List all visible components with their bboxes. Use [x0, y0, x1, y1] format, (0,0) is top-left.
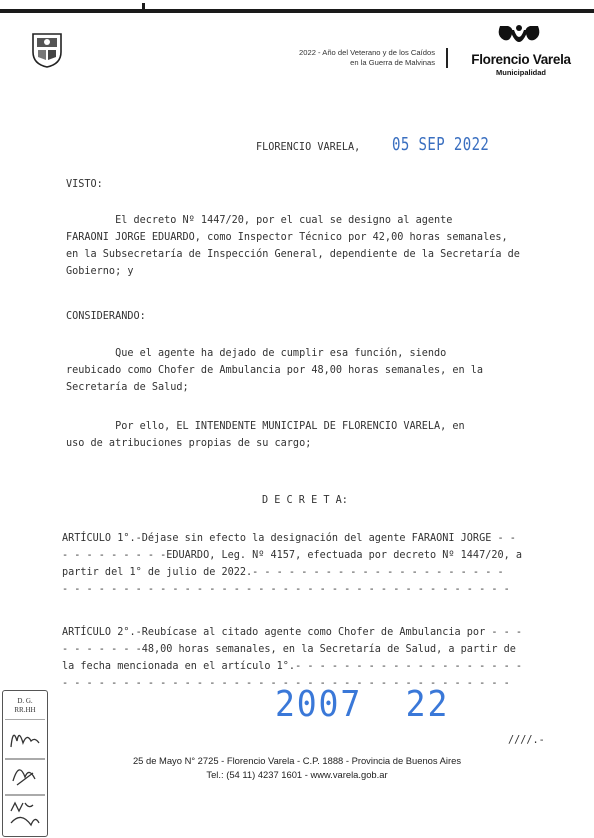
- considerando-line: Secretaría de Salud;: [66, 382, 189, 393]
- decree-number-stamp: 2007 22: [275, 684, 450, 725]
- por-ello-line: Por ello, EL INTENDENTE MUNICIPAL DE FLORENCIO VARELA, en: [66, 421, 465, 432]
- por-ello-paragraph: [66, 418, 465, 452]
- year-motto-line1: 2022 - Año del Veterano y de los Caídos: [299, 48, 435, 57]
- articulo-1-line: - - - - - - - - -EDUARDO, Leg. Nº 4157, efectuada por decreto Nº 1447/20, a: [62, 550, 523, 561]
- articulo-1-line: - - - - - - - - - - - - - - - - - - - - - - - - - - - - - - - - - - - - -: [62, 584, 510, 595]
- considerando-line: reubicado como Chofer de Ambulancia por 48,00 horas semanales, en la: [66, 365, 484, 376]
- date-stamp: 05 SEP 2022: [392, 134, 490, 155]
- visto-line: El decreto Nº 1447/20, por el cual se designo al agente: [66, 215, 453, 226]
- handwritten-initials-icon: [5, 719, 45, 835]
- visto-line: FARAONI JORGE EDUARDO, como Inspector Técnico por 42,00 horas semanales,: [66, 232, 508, 243]
- hr-initials-stamp: [2, 690, 48, 837]
- place-line: FLORENCIO VARELA,: [256, 142, 361, 153]
- footer-contact: Tel.: (54 11) 4237 1601 - www.varela.gob.ar: [206, 769, 388, 780]
- decreta-heading: D E C R E T A:: [262, 495, 348, 506]
- scan-top-border: [0, 0, 594, 14]
- municipal-emblem-icon: [30, 30, 64, 68]
- year-motto: [210, 48, 435, 67]
- visto-line: en la Subsecretaría de Inspección General, dependiente de la Secretaría de: [66, 249, 520, 260]
- brand-name: Florencio Varela: [471, 52, 571, 67]
- articulo-1-line: partir del 1° de julio de 2022.- - - - - - - - - - - - - - - - - - - - -: [62, 567, 504, 578]
- articulo-1: [62, 530, 562, 598]
- visto-line: Gobierno; y: [66, 266, 134, 277]
- considerando-paragraph: [66, 345, 483, 396]
- footer-address: 25 de Mayo N° 2725 - Florencio Varela - C.P. 1888 - Provincia de Buenos Aires: [132, 755, 462, 766]
- articulo-2-line: - - - - - - - - - - - - - - - - - - - - - - - - - - - - - - - - - - - - -: [62, 678, 510, 689]
- por-ello-line: uso de atribuciones propias de su cargo;: [66, 438, 312, 449]
- articulo-2-line: ARTÍCULO 2°.-Reubícase al citado agente como Chofer de Ambulancia por - - -: [62, 627, 523, 638]
- considerando-heading: CONSIDERANDO:: [66, 311, 146, 322]
- continuation-mark: ////.-: [508, 735, 545, 746]
- articulo-2-line: la fecha mencionada en el artículo 1°.- - - - - - - - - - - - - - - - - - -: [62, 661, 523, 672]
- brand-subtitle: Municipalidad: [495, 68, 546, 77]
- articulo-2-line: - - - - - - -48,00 horas semanales, en la Secretaría de Salud, a partir de: [62, 644, 516, 655]
- articulo-2: [62, 624, 562, 692]
- considerando-line: Que el agente ha dejado de cumplir esa función, siendo: [66, 348, 447, 359]
- visto-paragraph: [66, 212, 520, 280]
- articulo-1-line: ARTÍCULO 1°.-Déjase sin efecto la designación del agente FARAONI JORGE - -: [62, 533, 516, 544]
- side-stamp-line1: D. G.: [17, 697, 33, 705]
- florencio-varela-logo-icon: [494, 24, 544, 54]
- year-motto-line2: en la Guerra de Malvinas: [350, 57, 435, 67]
- side-stamp-line2: RR.HH: [14, 706, 36, 714]
- header-separator: [446, 48, 448, 68]
- visto-heading: VISTO:: [66, 179, 103, 190]
